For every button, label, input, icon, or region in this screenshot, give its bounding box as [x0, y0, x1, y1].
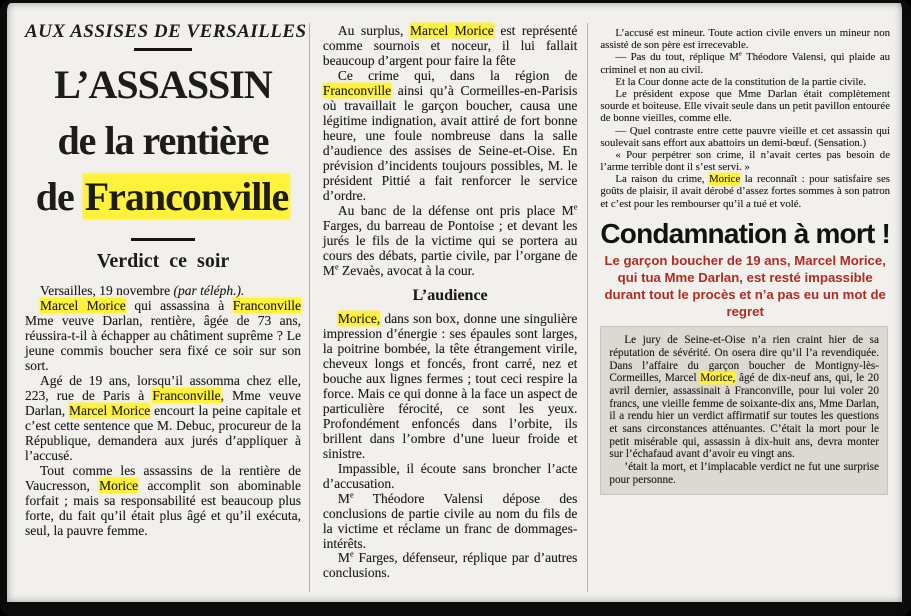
- text-segment: ’était la mort, et l’implacable verdict ne fut une surprise pour personne.: [609, 461, 879, 486]
- article-paragraph: [25, 463, 301, 538]
- death-sentence-deck: Le garçon boucher de 19 ans, Marcel Morice, qui tua Mme Darlan, est resté impassible durant tout le procès et n’a pas eu un mot de regret: [604, 252, 886, 320]
- headline-line: [25, 57, 301, 113]
- left-column: [17, 19, 309, 602]
- middle-column: [310, 19, 588, 602]
- text-segment: Au banc de la défense ont pris place M: [337, 202, 574, 218]
- subhead-audience: L’audience: [412, 286, 488, 304]
- article-paragraph: [25, 298, 301, 373]
- text-segment: Au surplus,: [337, 23, 410, 38]
- text-segment: (par téléph.).: [173, 283, 245, 298]
- text-segment: Agé de 19 ans, lorsqu’il assomma chez elle, 223, rue de Paris à: [25, 372, 301, 403]
- text-segment: Le président expose que Mme Darlan était complètement sourde et boiteuse. Elle vivait seule dans un petit pavillon entourée de bonne vieilles, comme elle.: [600, 87, 890, 125]
- text-segment: Tout comme les assassins de la rentière de Vaucresson,: [25, 462, 301, 493]
- text-segment: Impassible, il écoute sans broncher l’acte d’accusation.: [322, 460, 578, 491]
- decorative-rule: [131, 238, 195, 241]
- text-segment: la reconnaît : pour satisfaire ses goûts de plaisir, il avait dérobé d’assez fortes sommes à son patron et c’est pour les rembourser qu’il a tué et volé.: [600, 173, 890, 210]
- article-paragraph: [323, 550, 578, 580]
- text-segment: « Pour perpétrer son crime, il n’avait certes pas besoin de l’arme terrible dont il s’est servi. »: [600, 148, 890, 174]
- text-segment: — Quel contraste entre cette pauvre vieille et cet assassin qui soulevait sans effort aux abattoirs un demi-bœuf. (Sensation.): [600, 124, 890, 149]
- highlighted-text: Franconville: [232, 297, 301, 313]
- text-segment: accomplit son abominable forfait ; mais sa responsabilité est beaucoup plus forte, du fait qu’il était plus âgé et qu’il exécuta, seul, la pauvre femme.: [25, 477, 301, 538]
- article-paragraph: [25, 373, 301, 463]
- text-segment: qui assassina à: [125, 297, 233, 313]
- text-segment: e: [738, 50, 742, 58]
- article-paragraph: [600, 173, 890, 210]
- headline-line: [25, 169, 301, 225]
- highlighted-text: Marcel Morice: [69, 402, 151, 418]
- text-segment: — Pas du tout, réplique M: [615, 51, 739, 64]
- main-headline: [25, 57, 301, 225]
- text-segment: encourt la peine capitale et c’est cette sentence que M. Debuc, procureur de la République, demandera aux jurés d’appliquer à l’accusé.: [25, 402, 302, 463]
- article-paragraph: [600, 27, 890, 51]
- text-segment: Théodore Valensi dépose des conclusions de partie civile au nom du fils de la victime et réclame un franc de dommages-intérêts.: [322, 490, 578, 551]
- headline-line: [25, 113, 301, 169]
- text-segment: La raison du crime,: [615, 173, 710, 186]
- newspaper-page: [7, 3, 902, 602]
- article-paragraph: [600, 149, 890, 173]
- text-segment: Zevaès, avocat à la cour.: [338, 262, 475, 278]
- text-segment: M: [337, 490, 350, 506]
- text-segment: L’ASSASSIN: [54, 62, 272, 107]
- highlighted-text: Morice: [709, 173, 741, 186]
- text-segment: Théodore Valensi, qui plaide au criminel et non au civil.: [600, 51, 891, 76]
- article-paragraph: [600, 51, 890, 75]
- text-segment: ainsi qu’à Cormeilles-en-Parisis où travaillait le garçon boucher, causa une légitime indignation, avait attiré de fort bonne heure, une foule nombreuse dans la salle d’audience des assises de Seine-et-Oise. En prévision d’incidents toujours possibles, M. le président Pittié a fait renforcer le service d’ordre.: [322, 82, 578, 203]
- text-segment: dans son box, donne une singulière impression d’énergie : ses épaules sont larges, la poitrine bombée, la tête étrangement virile, cheveux longs et foncés, front carré, nez et bouche aux lignes fermes ; tout ceci respire la force. Mais ce qui donne à la face un aspect de particulière férocité, ce sont les yeux. Profondément enfoncés dans l’orbite, ils brillent dans l’ombre d’une lueur froide et sinistre.: [322, 310, 578, 461]
- text-segment: e: [573, 202, 578, 212]
- text-segment: L’accusé est mineur. Toute action civile envers un mineur non assisté de son père est irrecevable.: [600, 27, 890, 52]
- text-segment: Versailles, 19 novembre: [40, 283, 174, 298]
- highlighted-text: Franconville: [152, 387, 221, 403]
- article-kicker: AUX ASSISES DE VERSAILLES: [25, 21, 307, 42]
- text-segment: de: [35, 174, 83, 219]
- highlighted-text: Morice: [99, 477, 139, 493]
- article-paragraph: [323, 68, 578, 203]
- highlighted-text: Marcel Morice: [409, 23, 494, 38]
- highlighted-text: Morice,: [337, 310, 381, 326]
- article-paragraph: [323, 491, 578, 551]
- text-segment: âgé de dix-neuf ans, qui, le 20 avril dernier, assassinait à Franconville, pour lui voler 20 francs, une vieille femme de soixante-dix ans, Mme Darlan, il a rendu hier un verdict affirmatif sur toutes les questions et sans circonstances atténuantes. C’était la mort pour le petit misérable qui, assassin à dix-huit ans, devra monter sur l’échafaud avant d’avoir eu vingt ans.: [609, 372, 879, 461]
- right-column: [588, 19, 898, 602]
- text-segment: M: [337, 550, 350, 566]
- death-sentence-headline: Condamnation à mort !: [600, 217, 890, 249]
- article-paragraph: [323, 23, 578, 68]
- article-paragraph: [25, 283, 301, 298]
- text-segment: Mme veuve Darlan, rentière, âgée de 73 ans, réussira-t-il à échapper au châtiment suprême ? Le jeune commis boucher sera fixé ce soir sur son sort.: [25, 312, 301, 373]
- text-segment: Et la Cour donne acte de la constitution de la partie civile.: [615, 75, 866, 88]
- subhead-verdict: Verdict ce soir: [96, 250, 230, 272]
- verdict-paragraph: [609, 461, 879, 486]
- text-segment: Farges, du barreau de Pontoise ; et devant les jurés le fils de la victime qui se portera au cours des débats, partie civile, par l’organe de M: [322, 217, 578, 278]
- text-segment: Farges, défenseur, réplique par d’autres conclusions.: [322, 550, 578, 581]
- text-segment: , Mme veuve Darlan,: [25, 387, 301, 418]
- article-paragraph: [600, 125, 890, 149]
- verdict-box: [600, 326, 888, 495]
- text-segment: de la rentière: [57, 118, 269, 163]
- text-segment: e: [349, 490, 354, 500]
- article-paragraph: [323, 461, 578, 491]
- highlighted-text: Franconville: [322, 82, 392, 98]
- decorative-rule: [134, 48, 192, 51]
- text-segment: e: [334, 262, 339, 272]
- article-paragraph: [600, 76, 890, 88]
- article-paragraph: [323, 203, 578, 278]
- highlighted-text: Morice,: [700, 372, 736, 385]
- text-segment: e: [349, 549, 354, 559]
- article-paragraph: [600, 88, 890, 125]
- text-segment: Ce crime qui, dans la région de: [337, 67, 578, 83]
- article-paragraph: [323, 311, 578, 461]
- verdict-paragraph: [609, 334, 879, 461]
- highlighted-text: Franconville: [84, 174, 289, 219]
- text-segment: est représenté comme sournois et noceur, il lui fallait beaucoup d’argent pour faire la fête: [322, 23, 578, 68]
- text-segment: Le jury de Seine-et-Oise n’a rien craint hier de sa réputation de sévérité. On osera dire qu’il l’a revendiquée. Dans l’affaire du garçon boucher de Montigny-lès-Cormeilles, Marcel: [609, 334, 879, 385]
- highlighted-text: Marcel Morice: [40, 297, 126, 313]
